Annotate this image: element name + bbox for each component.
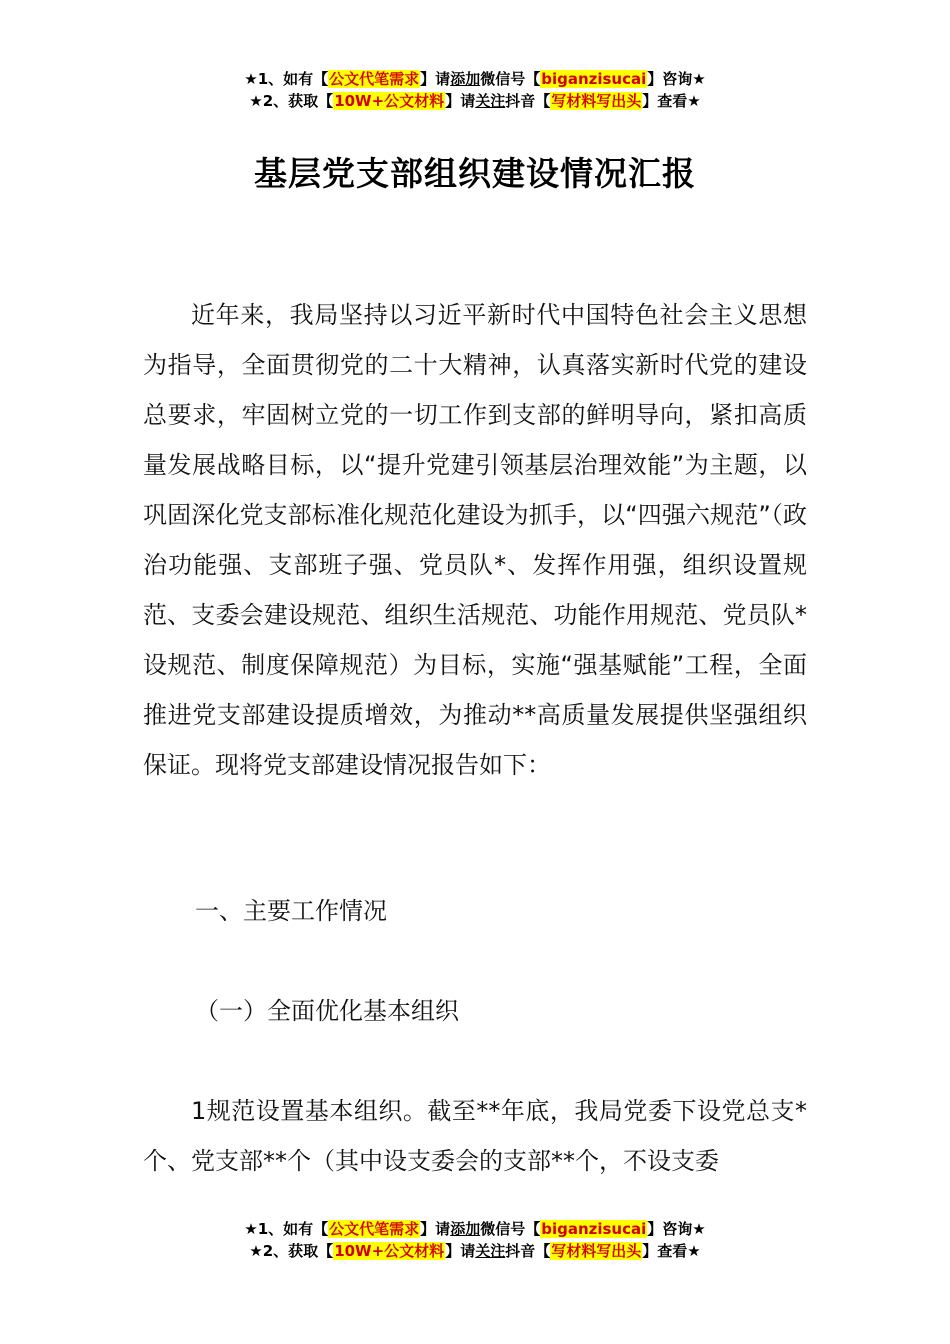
banner-text: 微信号【 (480, 1220, 541, 1238)
banner-line-2 (0, 1240, 950, 1262)
banner-underline: 关注 (475, 1242, 506, 1260)
banner-text: ★1、如有【 (244, 1220, 329, 1238)
banner-text: 】咨询★ (647, 70, 706, 88)
intro-paragraph: 近年来，我局坚持以习近平新时代中国特色社会主义思想为指导，全面贯彻党的二十大精神，认真落实新时代党的建设总要求，牢固树立党的一切工作到支部的鲜明导向，紧扣高质量发展战略目标，以“提升党建引领基层治理效能”为主题，以巩固深化党支部标准化规范化建设为抓手，以“四强六规范”（政治功能强、支部班子强、党员队*、发挥作用强，组织设置规范、支委会建设规范、组织生活规范、功能作用规范、党员队*设规范、制度保障规范）为目标，实施“强基赋能”工程，全面推进党支部建设提质增效，为推动**高质量发展提供坚强组织保证。现将党支部建设情况报告如下： (143, 301, 807, 779)
item-paragraph: 1规范设置基本组织。截至**年底，我局党委下设党总支*个、党支部**个（其中设支委会的支部**个，不设支委 (143, 1097, 807, 1175)
banner-highlight: biganzisucai (541, 70, 647, 88)
banner-text: 】查看★ (642, 92, 701, 110)
banner-highlight: 10W+公文材料 (334, 1242, 445, 1260)
banner-highlight: 公文代笔需求 (329, 70, 420, 88)
banner-text: ★2、获取【 (249, 92, 334, 110)
banner-highlight: 公文代笔需求 (329, 1220, 420, 1238)
subsection-heading: （一）全面优化基本组织 (195, 997, 459, 1025)
banner-line-1 (0, 68, 950, 90)
item-paragraph-block (143, 1086, 807, 1186)
banner-text: 】请 (420, 70, 451, 88)
intro-paragraph-block (143, 290, 807, 790)
banner-underline: 添加 (450, 70, 481, 88)
header-banner (0, 68, 950, 112)
banner-text: 抖音【 (505, 1242, 551, 1260)
banner-text: ★2、获取【 (249, 1242, 334, 1260)
banner-line-1 (0, 1218, 950, 1240)
section-heading: 一、主要工作情况 (195, 897, 387, 925)
banner-underline: 关注 (475, 92, 506, 110)
banner-highlight: 写材料写出头 (551, 92, 642, 110)
banner-highlight: biganzisucai (541, 1220, 647, 1238)
banner-text: ★1、如有【 (244, 70, 329, 88)
banner-text: 】请 (445, 92, 476, 110)
footer-banner (0, 1218, 950, 1262)
banner-highlight: 10W+公文材料 (334, 92, 445, 110)
banner-text: 】查看★ (642, 1242, 701, 1260)
banner-text: 】请 (445, 1242, 476, 1260)
banner-text: 】咨询★ (647, 1220, 706, 1238)
banner-highlight: 写材料写出头 (551, 1242, 642, 1260)
banner-text: 抖音【 (505, 92, 551, 110)
banner-underline: 添加 (450, 1220, 481, 1238)
banner-text: 微信号【 (480, 70, 541, 88)
banner-text: 】请 (420, 1220, 451, 1238)
banner-line-2 (0, 90, 950, 112)
document-title: 基层党支部组织建设情况汇报 (254, 154, 696, 193)
